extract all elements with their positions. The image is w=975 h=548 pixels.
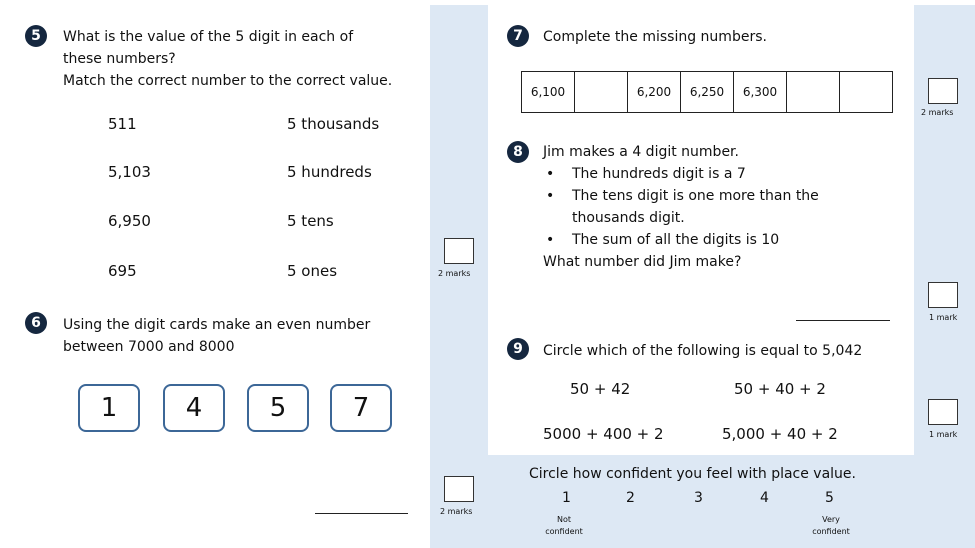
sequence-cell[interactable]: 6,100	[522, 72, 575, 113]
not-confident-label-line-2: confident	[545, 527, 583, 536]
question-8-badge: 8	[507, 141, 529, 163]
not-confident-label-line-1: Not	[556, 515, 571, 524]
digit-card-1[interactable]: 1	[78, 384, 140, 432]
question-9-badge: 9	[507, 338, 529, 360]
not-confident-label	[536, 514, 592, 538]
q7-marks-label: 2 marks	[921, 108, 954, 117]
q8-answer-line[interactable]	[796, 320, 890, 321]
q5-mark-box[interactable]	[444, 238, 474, 264]
confidence-option-2[interactable]: 2	[626, 490, 635, 506]
digit-card-4[interactable]: 4	[163, 384, 225, 432]
q8-mark-box[interactable]	[928, 282, 958, 308]
very-confident-label-line-2: confident	[812, 527, 850, 536]
confidence-prompt: Circle how confident you feel with place value.	[529, 466, 856, 482]
confidence-option-1[interactable]: 1	[562, 490, 571, 506]
sequence-cell[interactable]: 6,200	[628, 72, 681, 113]
number-sequence	[521, 71, 893, 113]
q8-bullet-3: • The sum of all the digits is 10	[572, 229, 779, 251]
q6-text-line-1: Using the digit cards make an even number	[63, 317, 371, 333]
q7-mark-box[interactable]	[928, 78, 958, 104]
q5-marks-label: 2 marks	[438, 269, 471, 278]
q5-text-line-1: What is the value of the 5 digit in each of	[63, 29, 354, 45]
q5-number-1[interactable]: 511	[108, 115, 137, 133]
very-confident-label-line-1: Very	[822, 515, 840, 524]
q6-text-line-2: between 7000 and 8000	[63, 339, 235, 355]
q9-option-4[interactable]: 5,000 + 40 + 2	[722, 425, 838, 443]
question-7-badge: 7	[507, 25, 529, 47]
q9-option-3[interactable]: 5000 + 400 + 2	[543, 425, 664, 443]
q8-text-line-1: Jim makes a 4 digit number.	[543, 144, 739, 160]
question-5-badge: 5	[25, 25, 47, 47]
q5-value-3[interactable]: 5 tens	[287, 212, 334, 230]
q9-mark-box[interactable]	[928, 399, 958, 425]
question-6-badge: 6	[25, 312, 47, 334]
sequence-cell-blank[interactable]	[840, 72, 893, 113]
q6-mark-box[interactable]	[444, 476, 474, 502]
q8-marks-label: 1 mark	[929, 313, 958, 322]
q5-number-4[interactable]: 695	[108, 262, 137, 280]
q5-value-1[interactable]: 5 thousands	[287, 115, 380, 133]
q9-marks-label: 1 mark	[929, 430, 958, 439]
sequence-cell[interactable]: 6,300	[734, 72, 787, 113]
q5-number-2[interactable]: 5,103	[108, 163, 151, 181]
q5-text-line-3: Match the correct number to the correct value.	[63, 73, 393, 89]
digit-card-7[interactable]: 7	[330, 384, 392, 432]
confidence-option-3[interactable]: 3	[694, 490, 703, 506]
q5-value-4[interactable]: 5 ones	[287, 262, 338, 280]
q6-marks-label: 2 marks	[440, 507, 473, 516]
confidence-option-5[interactable]: 5	[825, 490, 834, 506]
very-confident-label	[803, 514, 859, 538]
sequence-cell[interactable]: 6,250	[681, 72, 734, 113]
sequence-cell-blank[interactable]	[787, 72, 840, 113]
q9-option-2[interactable]: 50 + 40 + 2	[734, 380, 826, 398]
q8-bullet-1: • The hundreds digit is a 7	[572, 163, 746, 185]
digit-card-5[interactable]: 5	[247, 384, 309, 432]
q8-bullet-2: • The tens digit is one more than the	[572, 185, 819, 207]
sequence-cell-blank[interactable]	[575, 72, 628, 113]
q7-text: Complete the missing numbers.	[543, 29, 767, 45]
q5-number-3[interactable]: 6,950	[108, 212, 151, 230]
q8-question: What number did Jim make?	[543, 254, 742, 270]
confidence-option-4[interactable]: 4	[760, 490, 769, 506]
q9-option-1[interactable]: 50 + 42	[570, 380, 631, 398]
q6-answer-line[interactable]	[315, 513, 408, 514]
q5-text-line-2: these numbers?	[63, 51, 176, 67]
q5-value-2[interactable]: 5 hundreds	[287, 163, 372, 181]
q8-bullet-2-cont: thousands digit.	[572, 210, 685, 226]
q9-text: Circle which of the following is equal to 5,042	[543, 343, 863, 359]
